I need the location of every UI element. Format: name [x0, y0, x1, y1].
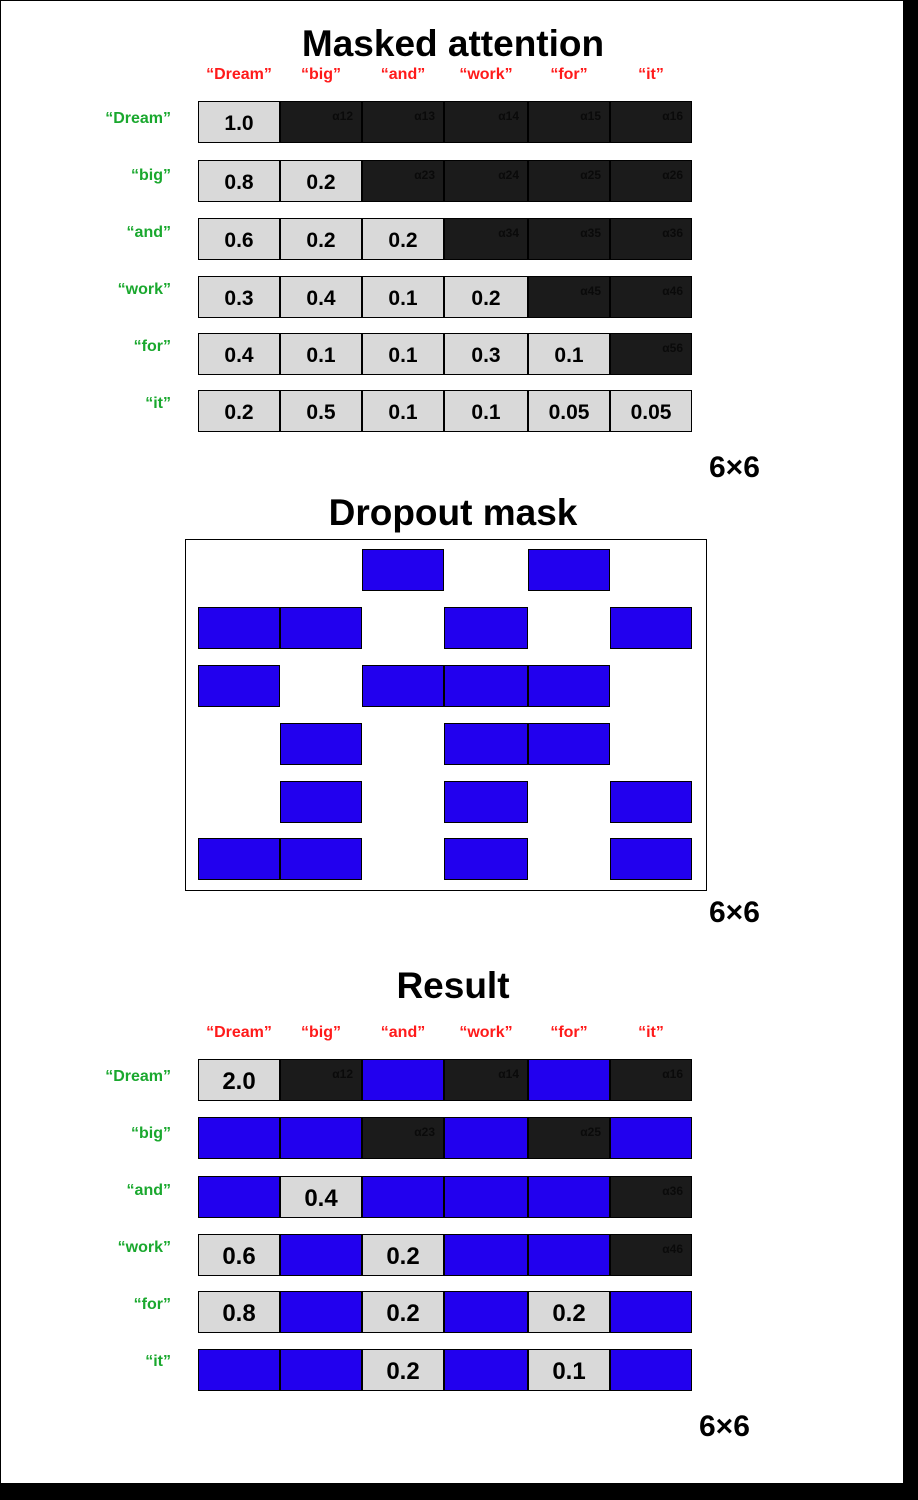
masked-cell: [444, 1059, 528, 1101]
column-label: “Dream”: [206, 1024, 272, 1041]
kept-cell: [362, 838, 444, 880]
kept-cell: [198, 781, 280, 823]
dropped-cell: [444, 1349, 528, 1391]
value-cell: 0.1: [362, 276, 444, 318]
column-label: “it”: [638, 66, 664, 83]
result-dim-label: 6×6: [699, 1410, 750, 1443]
dropped-cell: [444, 1176, 528, 1218]
dropped-cell: [198, 607, 280, 649]
dropout-mask-dim-label: 6×6: [709, 896, 760, 929]
column-label: “big”: [301, 1024, 341, 1041]
kept-cell: [198, 723, 280, 765]
kept-cell: [610, 549, 692, 591]
masked-cell: [528, 276, 610, 318]
masked-cell: [528, 160, 610, 202]
column-label: “work”: [459, 1024, 513, 1041]
value-cell: 0.2: [362, 218, 444, 260]
dropped-cell: [528, 1176, 610, 1218]
kept-cell: [362, 723, 444, 765]
masked-cell-label: α35: [580, 226, 601, 240]
masked-cell-label: α36: [662, 226, 683, 240]
masked-cell: [528, 101, 610, 143]
kept-cell: [528, 781, 610, 823]
row-label: “big”: [131, 1125, 171, 1142]
dropped-cell: [444, 1234, 528, 1276]
dropped-cell: [280, 607, 362, 649]
masked-cell-label: α25: [580, 1125, 601, 1139]
dropped-cell: [610, 607, 692, 649]
kept-cell: [362, 781, 444, 823]
row-label: “big”: [131, 167, 171, 184]
column-label: “and”: [380, 66, 426, 83]
masked-cell-label: α23: [414, 168, 435, 182]
masked-cell-label: α14: [498, 1067, 519, 1081]
value-cell: 0.2: [528, 1291, 610, 1333]
value-cell: 0.8: [198, 160, 280, 202]
value-cell: 0.1: [280, 333, 362, 375]
row-label: “for”: [133, 1296, 171, 1313]
value-cell: 0.2: [280, 218, 362, 260]
row-label: “work”: [117, 281, 171, 298]
masked-cell: [280, 101, 362, 143]
dropped-cell: [362, 1059, 444, 1101]
masked-cell-label: α56: [662, 341, 683, 355]
dropped-cell: [444, 665, 528, 707]
kept-cell: [610, 723, 692, 765]
masked-cell: [610, 333, 692, 375]
masked-cell-label: α34: [498, 226, 519, 240]
value-cell: 0.4: [198, 333, 280, 375]
dropped-cell: [280, 1117, 362, 1159]
masked-cell-label: α13: [414, 109, 435, 123]
masked-cell: [444, 101, 528, 143]
dropped-cell: [362, 665, 444, 707]
masked-attention-dim-label: 6×6: [709, 451, 760, 484]
dropped-cell: [280, 1349, 362, 1391]
masked-cell: [444, 160, 528, 202]
masked-cell-label: α14: [498, 109, 519, 123]
result-title: Result: [396, 965, 510, 1006]
dropped-cell: [362, 1176, 444, 1218]
kept-cell: [280, 549, 362, 591]
masked-cell: [362, 101, 444, 143]
masked-cell-label: α15: [580, 109, 601, 123]
dropped-cell: [198, 1117, 280, 1159]
dropped-cell: [444, 838, 528, 880]
dropped-cell: [280, 838, 362, 880]
dropped-cell: [198, 838, 280, 880]
dropped-cell: [280, 781, 362, 823]
value-cell: 0.2: [280, 160, 362, 202]
dropped-cell: [198, 1176, 280, 1218]
masked-cell-label: α24: [498, 168, 519, 182]
masked-cell-label: α46: [662, 284, 683, 298]
dropped-cell: [444, 607, 528, 649]
column-label: “Dream”: [206, 66, 272, 83]
dropped-cell: [610, 1349, 692, 1391]
masked-cell: [610, 218, 692, 260]
value-cell: 0.6: [198, 1234, 280, 1276]
masked-attention-title: Masked attention: [301, 23, 605, 64]
value-cell: 0.1: [444, 390, 528, 432]
dropped-cell: [528, 1234, 610, 1276]
masked-cell: [528, 218, 610, 260]
value-cell: 0.5: [280, 390, 362, 432]
column-label: “big”: [301, 66, 341, 83]
dropped-cell: [610, 781, 692, 823]
value-cell: 0.2: [362, 1234, 444, 1276]
column-label: “work”: [459, 66, 513, 83]
kept-cell: [198, 549, 280, 591]
row-label: “it”: [145, 395, 171, 412]
masked-cell-label: α25: [580, 168, 601, 182]
column-label: “it”: [638, 1024, 664, 1041]
masked-cell: [528, 1117, 610, 1159]
row-label: “it”: [145, 1353, 171, 1370]
masked-cell-label: α46: [662, 1242, 683, 1256]
dropped-cell: [280, 723, 362, 765]
dropped-cell: [528, 1059, 610, 1101]
value-cell: 0.1: [362, 390, 444, 432]
row-label: “for”: [133, 338, 171, 355]
value-cell: 0.3: [444, 333, 528, 375]
value-cell: 0.05: [610, 390, 692, 432]
dropped-cell: [444, 1117, 528, 1159]
dropped-cell: [444, 781, 528, 823]
value-cell: 0.1: [528, 333, 610, 375]
value-cell: 0.1: [528, 1349, 610, 1391]
row-label: “Dream”: [105, 110, 171, 127]
masked-cell: [610, 1176, 692, 1218]
masked-cell-label: α26: [662, 168, 683, 182]
value-cell: 0.2: [444, 276, 528, 318]
dropped-cell: [362, 549, 444, 591]
masked-cell: [610, 160, 692, 202]
kept-cell: [444, 549, 528, 591]
column-label: “for”: [550, 66, 588, 83]
dropped-cell: [198, 665, 280, 707]
value-cell: 0.2: [362, 1291, 444, 1333]
row-label: “and”: [126, 1182, 171, 1199]
value-cell: 0.3: [198, 276, 280, 318]
kept-cell: [280, 665, 362, 707]
row-label: “and”: [126, 224, 171, 241]
value-cell: 0.2: [362, 1349, 444, 1391]
masked-cell: [444, 218, 528, 260]
dropped-cell: [610, 1117, 692, 1159]
kept-cell: [528, 838, 610, 880]
masked-cell-label: α23: [414, 1125, 435, 1139]
masked-cell: [362, 160, 444, 202]
masked-cell: [610, 101, 692, 143]
value-cell: 0.2: [198, 390, 280, 432]
value-cell: 0.6: [198, 218, 280, 260]
dropped-cell: [528, 665, 610, 707]
dropped-cell: [280, 1291, 362, 1333]
masked-cell: [610, 1059, 692, 1101]
dropout-mask-title: Dropout mask: [328, 492, 578, 533]
row-label: “Dream”: [105, 1068, 171, 1085]
value-cell: 0.4: [280, 1176, 362, 1218]
column-label: “and”: [380, 1024, 426, 1041]
value-cell: 1.0: [198, 101, 280, 143]
value-cell: 2.0: [198, 1059, 280, 1101]
masked-cell-label: α36: [662, 1184, 683, 1198]
masked-cell-label: α12: [332, 1067, 353, 1081]
masked-cell-label: α16: [662, 1067, 683, 1081]
value-cell: 0.4: [280, 276, 362, 318]
dropped-cell: [528, 723, 610, 765]
dropped-cell: [198, 1349, 280, 1391]
value-cell: 0.8: [198, 1291, 280, 1333]
value-cell: 0.05: [528, 390, 610, 432]
row-label: “work”: [117, 1239, 171, 1256]
kept-cell: [528, 607, 610, 649]
dropped-cell: [280, 1234, 362, 1276]
masked-cell-label: α45: [580, 284, 601, 298]
dropped-cell: [610, 838, 692, 880]
value-cell: 0.1: [362, 333, 444, 375]
masked-cell-label: α16: [662, 109, 683, 123]
masked-cell: [610, 1234, 692, 1276]
dropped-cell: [610, 1291, 692, 1333]
masked-cell: [280, 1059, 362, 1101]
column-label: “for”: [550, 1024, 588, 1041]
dropped-cell: [528, 549, 610, 591]
kept-cell: [610, 665, 692, 707]
masked-cell: [610, 276, 692, 318]
masked-cell: [362, 1117, 444, 1159]
dropped-cell: [444, 1291, 528, 1333]
masked-cell-label: α12: [332, 109, 353, 123]
dropped-cell: [444, 723, 528, 765]
kept-cell: [362, 607, 444, 649]
